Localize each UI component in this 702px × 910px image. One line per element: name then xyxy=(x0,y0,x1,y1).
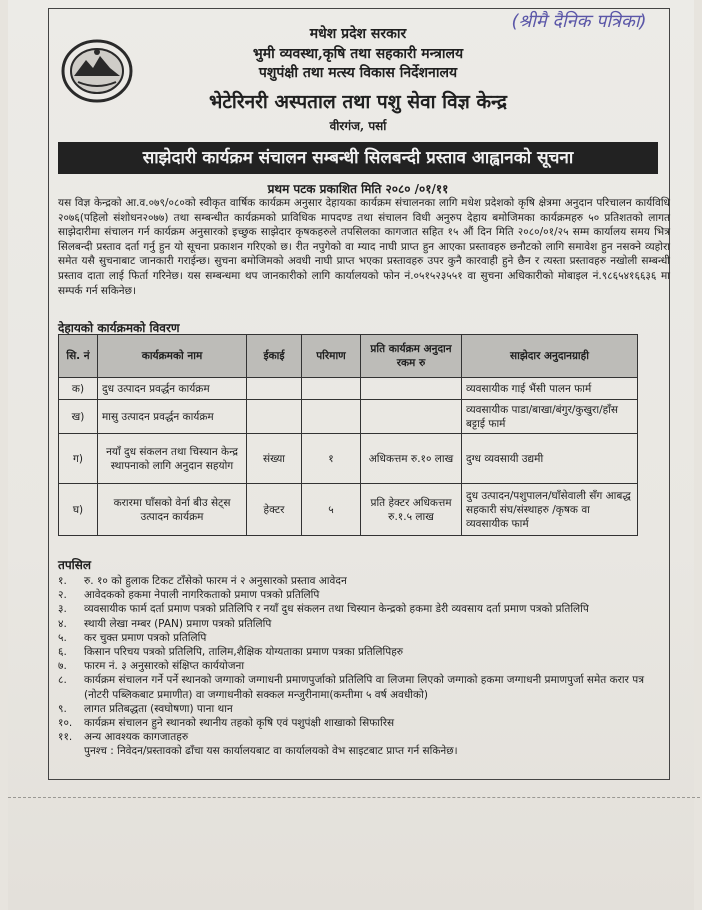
table-cell: व्यवसायीक पाडा/बाखा/बंगुर/कुखुरा/हाँस बट्टाई फार्म xyxy=(462,400,638,434)
publish-date: प्रथम पटक प्रकाशित मिति २०८० /०१/११ xyxy=(267,182,449,196)
table-header-cell: साझेदार अनुदानग्राही xyxy=(462,335,638,378)
note-number: २. xyxy=(58,589,67,602)
table-row xyxy=(59,434,638,484)
table-cell xyxy=(302,378,361,400)
header-directorate: पशुपंक्षी तथा मत्स्य विकास निर्देशनालय xyxy=(258,65,458,81)
notes-heading: तपसिल xyxy=(58,558,92,572)
list-item xyxy=(58,716,658,730)
table-cell xyxy=(247,378,302,400)
note-number: १. xyxy=(58,575,67,587)
list-item xyxy=(58,730,658,744)
table-cell: ख) xyxy=(59,400,98,434)
header-office-name: भेटेरिनरी अस्पताल तथा पशु सेवा विज्ञ केन्द्र xyxy=(208,91,508,113)
note-number: ३. xyxy=(58,603,67,616)
notice-body-paragraph: यस विज्ञ केन्द्रको आ.व.०७९/०८०को स्वीकृत वार्षिक कार्यक्रम अनुसार देहायका कार्यक्रम संचालनका लागि मधेश प्रदेशको कृषि क्षेत्रमा अनुदान परिचालन कार्यविधि २०७६(पहिलो संशोधन२०७७) तथा सम्बन्धीत कार्यक्रमको प्राविधिक मापदण्ड तथा संचालन विधी अनुरुप देहाय बमोजिमका कार्यक्रमहरु ५० प्रतिशतको लागत साझेदारीमा संचालन गर्न कार्यक्रम अनुसारको इच्छुक साझेदार कृषकहरुले तपसिलका कागजात सहित १५ औं दिन मिति २०८०/०१/२५ सम्म कार्यालय समय भित्र सिलबन्दी प्रस्ताव दर्ता गर्नु हुन यो सूचना प्रकाशन गरिएको छ। रीत नपुगेको वा म्याद नाघी प्राप्त हुन आएका प्रस्तावहरु छनौटको लागि समावेश हुन नसक्ने व्यहोरा समेत यसै सुचनाबाट जानकारी गराईन्छ। सुचना बमोजिमको अवधी नाघी प्राप्त भएका प्रस्तावहरु उपर कुनै कारवाही हुने छैन र त्यस्ता प्रस्तावहरु नखोली सम्बन्धी प्रस्ताव दाता लाई फिर्ता गरिनेछ। यस सम्बन्धमा थप जानकारीको लागि कार्यालयको फोन नं.०५१५२३५५१ वा सुचना अधिकारीको मोबाइल नं.९८६५४१६६३६ मा सम्पर्क गर्न सकिनेछ। xyxy=(58,197,670,297)
list-item xyxy=(58,631,658,645)
table-cell: ग) xyxy=(59,434,98,484)
table-row xyxy=(59,400,638,434)
table-row xyxy=(59,378,638,400)
table-cell: व्यवसायीक गाई भैंसी पालन फार्म xyxy=(462,378,638,400)
table-cell: दुध उत्पादन/पशुपालन/घाँसेवाली सँग आबद्ध सहकारी संघ/संस्थाहरु /कृषक वा व्यवसायीक फार्म xyxy=(462,484,638,536)
note-number: १०. xyxy=(58,717,73,730)
note-text: स्थायी लेखा नम्बर (PAN) प्रमाण पत्रको प्रतिलिपि xyxy=(84,617,272,630)
table-cell xyxy=(361,378,462,400)
table-header-cell: ईकाई xyxy=(247,335,302,378)
note-text: लागत प्रतिबद्धता (स्वघोषणा) पाना थान xyxy=(84,702,233,715)
list-item xyxy=(58,673,658,701)
note-text: किसान परिचय पत्रको प्रतिलिपि, तालिम,शैक्षिक योग्यताका प्रमाण पत्रका प्रतिलिपिहरु xyxy=(84,646,404,659)
table-header-cell: सि. नं xyxy=(59,335,98,378)
table-cell: १ xyxy=(302,434,361,484)
note-text: रु. १० को हुलाक टिकट टाँसेको फारम नं २ अनुसारको प्रस्ताव आवेदन xyxy=(84,575,347,587)
note-text: कार्यक्रम संचालन गर्ने पर्ने स्थानको जग्गाको जग्गाधनी प्रमाणपुर्जाको प्रतिलिपि वा लिजमा लिएको जग्गाको हकमा जग्गाधनी प्रमाणपुर्जा समेत करार पत्र (नोटरी पब्लिकबाट प्रमाणीत) वा जग्गाधनीको सक्कल मन्जुरीनामा(कम्तीमा ५ वर्ष अवधीको) xyxy=(84,674,645,701)
note-number: ५. xyxy=(58,631,67,644)
list-item xyxy=(58,574,658,588)
table-cell: नयाँ दुध संकलन तथा चिस्यान केन्द्र स्थापनाको लागि अनुदान सहयोग xyxy=(98,434,247,484)
table-cell: संख्या xyxy=(247,434,302,484)
list-item xyxy=(58,602,658,616)
note-text: व्यवसायीक फार्म दर्ता प्रमाण पत्रको प्रतिलिपि र नयाँ दुध संकलन तथा चिस्यान केन्द्रको हकमा डेरी व्यवसाय दर्ता प्रमाण पत्रको प्रतिलिपि xyxy=(84,603,589,616)
footer-note: पुनश्च : निवेदन/प्रस्तावको ढाँचा यस कार्यालयबाट वा कार्यालयको वेभ साइटबाट प्राप्त गर्न सकिनेछ। xyxy=(84,745,458,758)
table-cell: अधिकत्तम रु.१० लाख xyxy=(361,434,462,484)
note-text: कार्यक्रम संचालन हुने स्थानको स्थानीय तहको कृषि एवं पशुपंक्षी शाखाको सिफारिस xyxy=(84,717,395,730)
note-number: ११. xyxy=(58,731,73,744)
table-cell: क) xyxy=(59,378,98,400)
table-cell: प्रति हेक्टर अधिकत्तम रु.१.५ लाख xyxy=(361,484,462,536)
table-header-row xyxy=(59,335,638,378)
table-cell: हेक्टर xyxy=(247,484,302,536)
header-ministry: भुमी व्यवस्था,कृषि तथा सहकारी मन्त्रालय xyxy=(252,46,464,62)
table-cell: घ) xyxy=(59,484,98,536)
page-divider xyxy=(8,797,702,798)
header-location: वीरगंज, पर्सा xyxy=(329,119,387,133)
list-item xyxy=(58,659,658,673)
notice-title-banner: साझेदारी कार्यक्रम संचालन सम्बन्धी सिलबन्दी प्रस्ताव आह्वानको सूचना xyxy=(58,142,658,174)
table-header-cell: प्रति कार्यक्रम अनुदान रकम रु xyxy=(361,335,462,378)
list-item xyxy=(58,702,658,716)
handwritten-annotation: (श्रीमै दैनिक पत्रिका) xyxy=(511,11,647,32)
list-item xyxy=(58,617,658,631)
table-cell: करारमा घाँसको वेर्ना बीउ सेट्स उत्पादन कार्यक्रम xyxy=(98,484,247,536)
table-header-cell: परिमाण xyxy=(302,335,361,378)
table-cell: मासु उत्पादन प्रवर्द्धन कार्यक्रम xyxy=(98,400,247,434)
note-text: अन्य आवश्यक कागजातहरु xyxy=(84,731,189,744)
note-text: कर चुक्त प्रमाण पत्रको प्रतिलिपि xyxy=(84,631,207,644)
list-item xyxy=(58,588,658,602)
table-cell xyxy=(361,400,462,434)
newspaper-page xyxy=(8,0,694,910)
note-number: ८. xyxy=(58,674,67,687)
table-cell: दुध उत्पादन प्रवर्द्धन कार्यक्रम xyxy=(98,378,247,400)
table-header-cell: कार्यक्रमको नाम xyxy=(98,335,247,378)
list-item xyxy=(58,645,658,659)
table-cell xyxy=(247,400,302,434)
note-number: ६. xyxy=(58,646,67,659)
note-text: आवेदकको हकमा नेपाली नागरिकताको प्रमाण पत्रको प्रतिलिपि xyxy=(84,589,320,602)
table-row xyxy=(59,484,638,536)
notes-list xyxy=(58,574,658,759)
note-text: फारम नं. ३ अनुसारको संक्षिप्त कार्ययोजना xyxy=(84,660,245,673)
program-details-heading: देहायको कार्यक्रमको विवरण xyxy=(58,321,180,335)
table-cell: दुग्ध व्यवसायी उद्यमी xyxy=(462,434,638,484)
table-cell xyxy=(302,400,361,434)
table-cell: ५ xyxy=(302,484,361,536)
header-government: मधेश प्रदेश सरकार xyxy=(309,26,407,42)
program-table xyxy=(58,334,638,536)
note-number: ९. xyxy=(58,702,67,715)
note-number: ७. xyxy=(58,660,67,673)
note-number: ४. xyxy=(58,617,67,630)
